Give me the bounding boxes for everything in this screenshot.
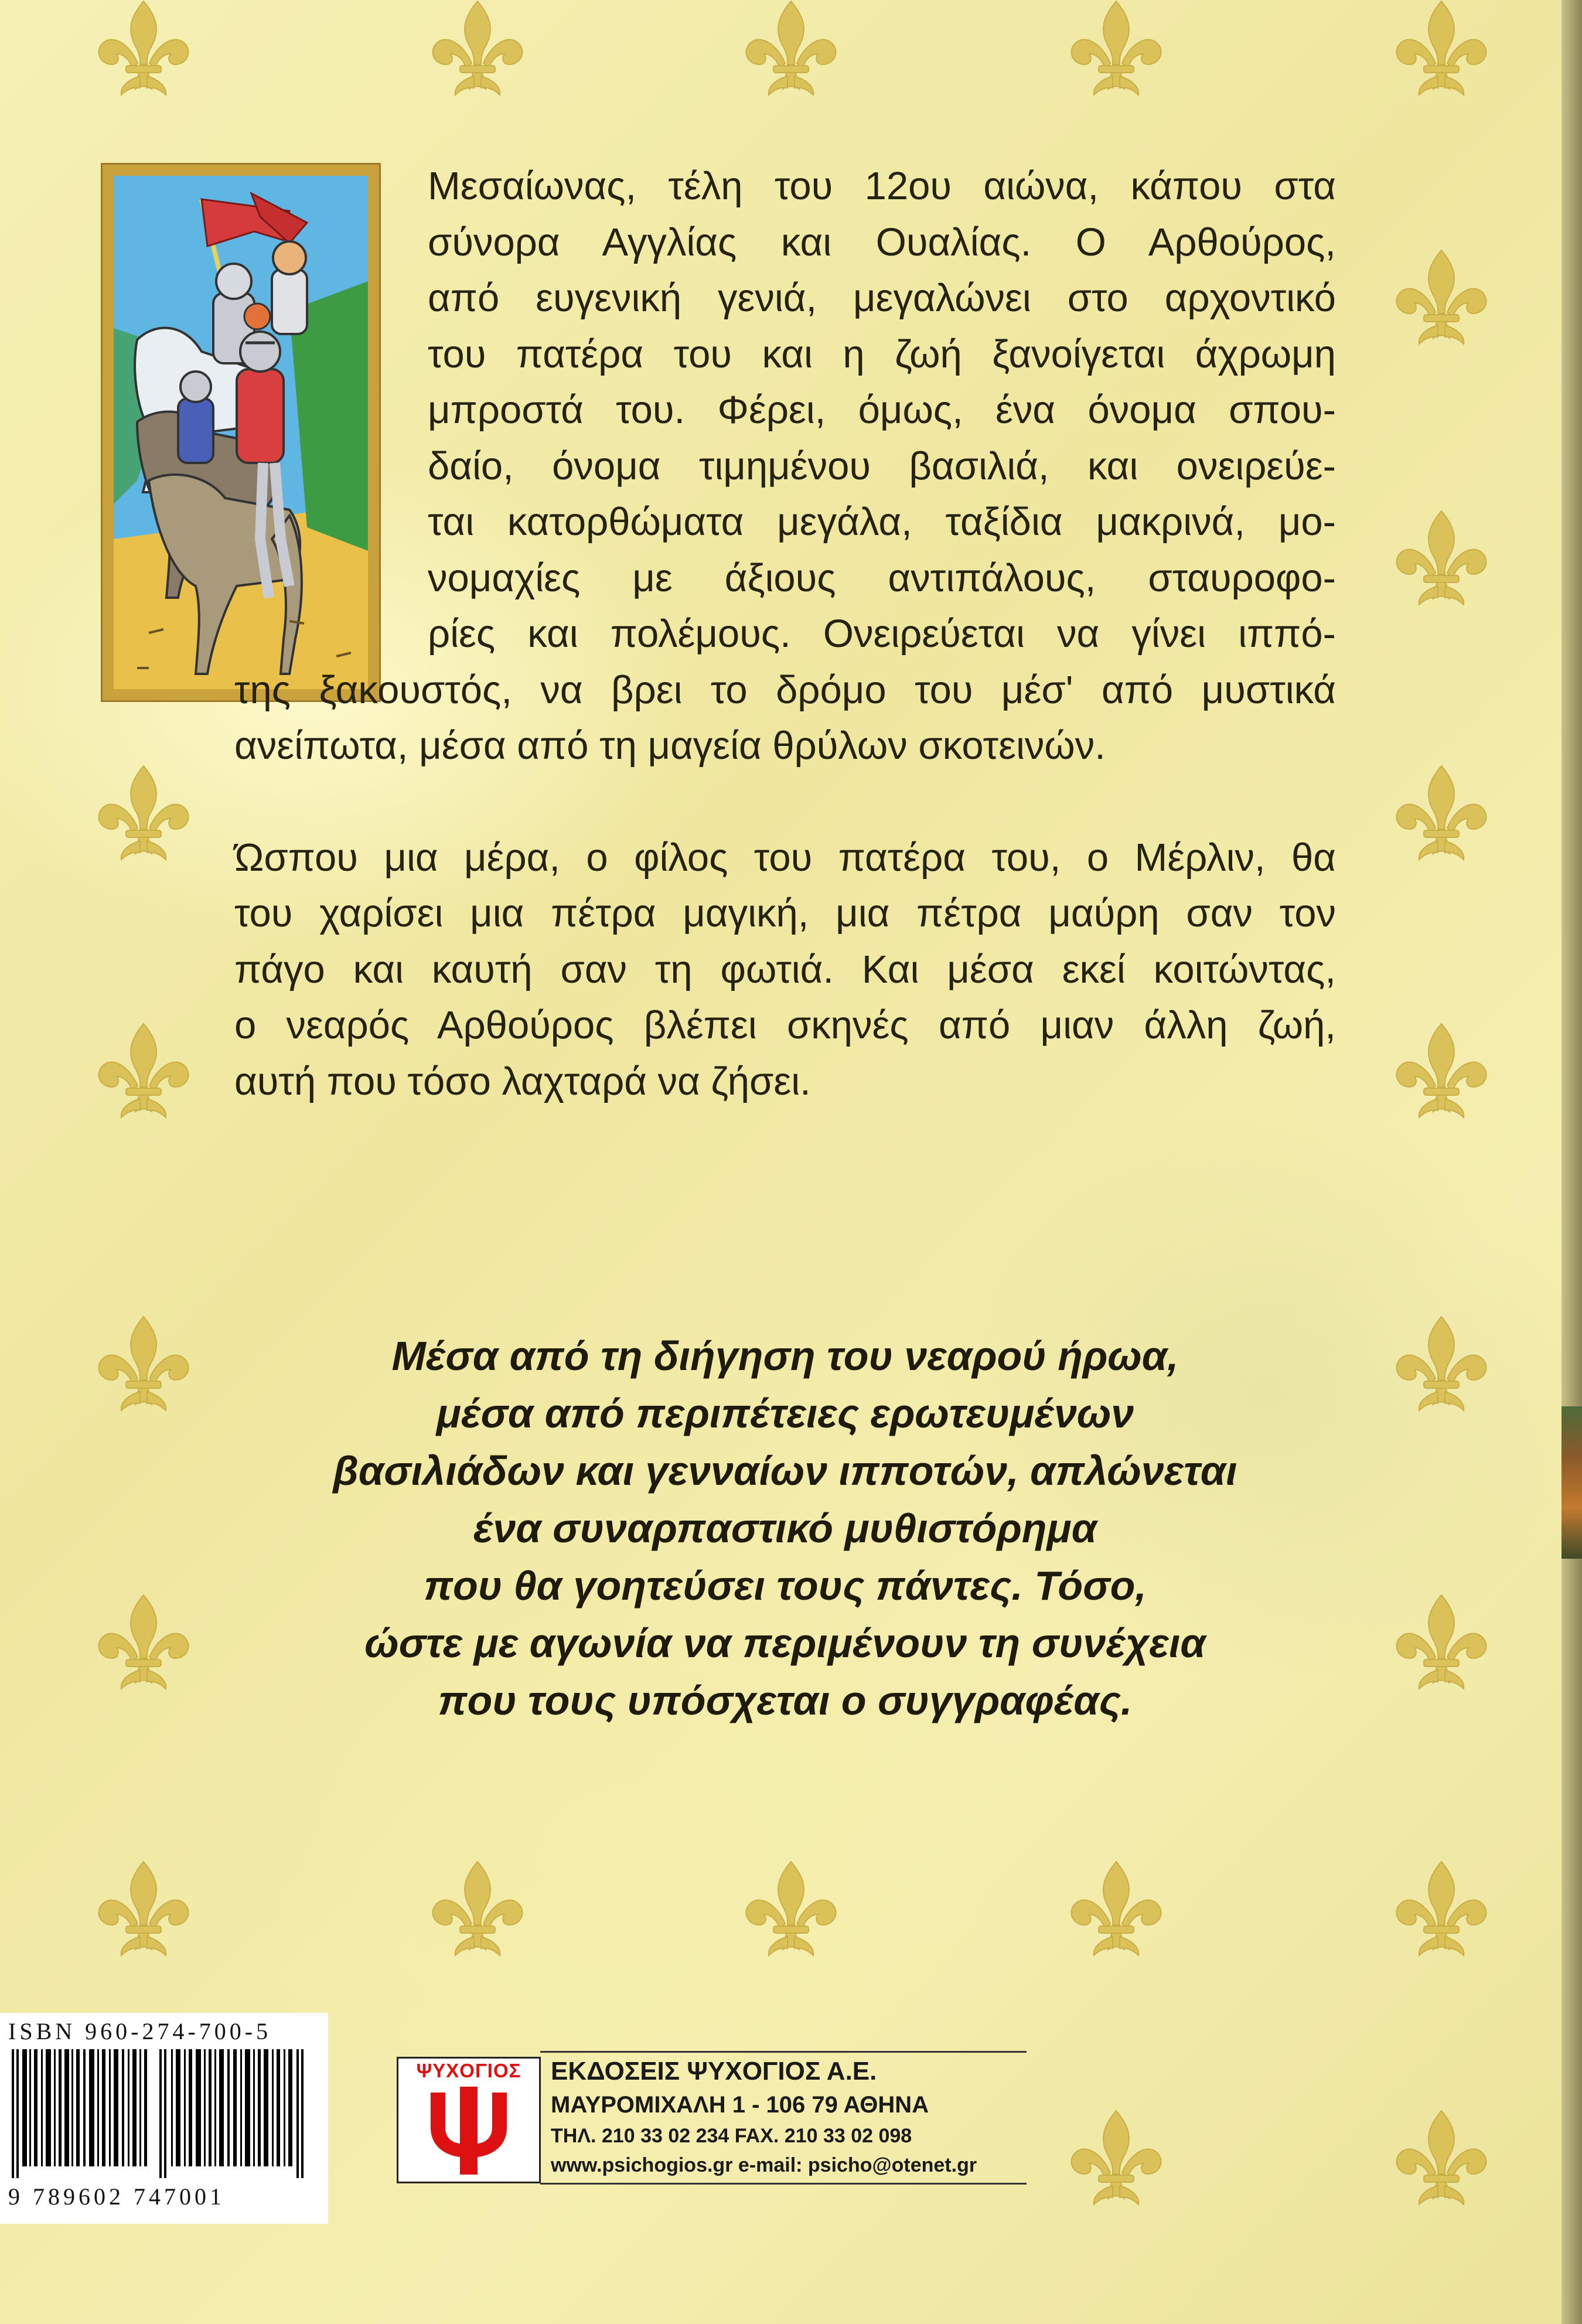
tagline (211, 1327, 1359, 1729)
fleur-de-lis-icon (1071, 1, 1161, 95)
tagline-line: Μέσα από τη διήγηση του νεαρού ήρωα, (391, 1333, 1179, 1379)
fleur-de-lis-icon (746, 1862, 836, 1955)
synopsis-line: ρίες και πολέμους. Ονειρεύεται να γίνει ιππό- (428, 612, 1336, 656)
fleur-de-lis-icon (1396, 1862, 1486, 1955)
fleur-de-lis-icon (1396, 1595, 1486, 1689)
fleur-de-lis-icon (1396, 1, 1486, 95)
tagline-line: που τους υπόσχεται ο συγγραφέας. (438, 1678, 1133, 1723)
fleur-de-lis-icon (1396, 2111, 1486, 2204)
front-cover-edge-photo (1561, 1406, 1582, 1559)
fleur-de-lis-icon (98, 1595, 188, 1689)
publisher-rule-bottom (540, 2183, 1027, 2185)
fleur-de-lis-icon (98, 766, 188, 860)
publisher-rule-top (540, 2051, 1027, 2053)
tagline-line: ώστε με αγωνία να περιμένουν τη συνέχεια (364, 1620, 1206, 1666)
fleur-de-lis-icon (432, 1862, 522, 1955)
fleur-de-lis-icon (1396, 250, 1486, 344)
synopsis-line: δαίο, όνομα τιμημένου βασιλιά, και ονειρεύε- (428, 444, 1336, 488)
fleur-de-lis-icon (98, 1317, 188, 1410)
publisher-logo-name: ΨΥΧΟΓΙΟΣ (416, 2060, 521, 2081)
synopsis-line: πάγο και καυτή σαν τη φωτιά. Και μέσα εκεί κοιτώντας, (234, 947, 1336, 991)
synopsis-line: ται κατορθώματα μεγάλα, ταξίδια μακρινά, μο- (428, 500, 1336, 544)
tagline-line: που θα γοητεύσει τους πάντες. Τόσο, (424, 1563, 1147, 1609)
tagline-line: βασιλιάδων και γενναίων ιπποτών, απλώνεται (333, 1448, 1237, 1494)
book-spine-edge (1561, 0, 1582, 2324)
synopsis-line: μπροστά του. Φέρει, όμως, ένα όνομα σπου- (428, 388, 1336, 432)
fleur-de-lis-icon (1396, 1024, 1486, 1117)
synopsis-line: του πατέρα του και η ζωή ξανοίγεται άχρωμη (428, 332, 1336, 376)
synopsis-text (234, 158, 1336, 1109)
synopsis-line: νομαχίες με άξιους αντιπάλους, σταυροφο- (428, 556, 1336, 600)
isbn-label: ISBN 960-274-700-5 (8, 2018, 272, 2044)
fleur-de-lis-icon (1396, 511, 1486, 605)
synopsis-line: ο νεαρός Αρθούρος βλέπει σκηνές από μιαν άλλη ζωή, (234, 1003, 1336, 1047)
fleur-de-lis-icon (1396, 766, 1486, 860)
ean-digits: 9 789602 747001 (8, 2183, 225, 2210)
paragraph-gap (234, 774, 1336, 830)
publisher-phone: ΤΗΛ. 210 33 02 234 FAX. 210 33 02 098 (551, 2125, 912, 2147)
fleur-de-lis-icon (1071, 1862, 1161, 1955)
synopsis-line: του χαρίσει μια πέτρα μαγική, μια πέτρα μαύρη σαν τον (234, 891, 1336, 935)
tagline-line: ένα συναρπαστικό μυθιστόρημα (473, 1505, 1097, 1551)
fleur-de-lis-icon (1071, 2111, 1161, 2204)
synopsis-line: ανείπωτα, μέσα από τη μαγεία θρύλων σκοτεινών. (234, 724, 1106, 768)
synopsis-line: αυτή που τόσο λαχταρά να ζήσει. (234, 1059, 811, 1103)
fleur-de-lis-icon (98, 1862, 188, 1955)
publisher-block (394, 2045, 1021, 2189)
synopsis-line: σύνορα Αγγλίας και Ουαλίας. Ο Αρθούρος, (428, 220, 1336, 264)
fleur-de-lis-icon (98, 1024, 188, 1117)
synopsis-line: από ευγενική γενιά, μεγαλώνει στο αρχοντικό (428, 276, 1336, 320)
synopsis-line: της ξακουστός, να βρει το δρόμο του μέσ' από μυστικά (234, 667, 1336, 712)
synopsis-line: Ώσπου μια μέρα, ο φίλος του πατέρα του, ο Μέρλιν, θα (234, 835, 1336, 880)
isbn-barcode-box (0, 2013, 328, 2224)
synopsis-line: Μεσαίωνας, τέλη του 12ου αιώνα, κάπου στα (428, 164, 1336, 208)
publisher-company: ΕΚΔΟΣΕΙΣ ΨΥΧΟΓΙΟΣ Α.Ε. (551, 2057, 877, 2086)
tagline-line: μέσα από περιπέτειες ερωτευμένων (436, 1391, 1134, 1436)
publisher-web: www.psichogios.gr e-mail: psicho@otenet.gr (551, 2154, 977, 2176)
barcode-icon (6, 2049, 322, 2178)
psi-logo-icon (419, 2087, 519, 2178)
fleur-de-lis-icon (432, 1, 522, 95)
fleur-de-lis-icon (746, 1, 836, 95)
fleur-de-lis-icon (1396, 1317, 1486, 1410)
publisher-address: ΜΑΥΡΟΜΙΧΑΛΗ 1 - 106 79 ΑΘΗΝΑ (551, 2092, 929, 2118)
publisher-logo (397, 2057, 541, 2183)
fleur-de-lis-icon (98, 1, 188, 95)
